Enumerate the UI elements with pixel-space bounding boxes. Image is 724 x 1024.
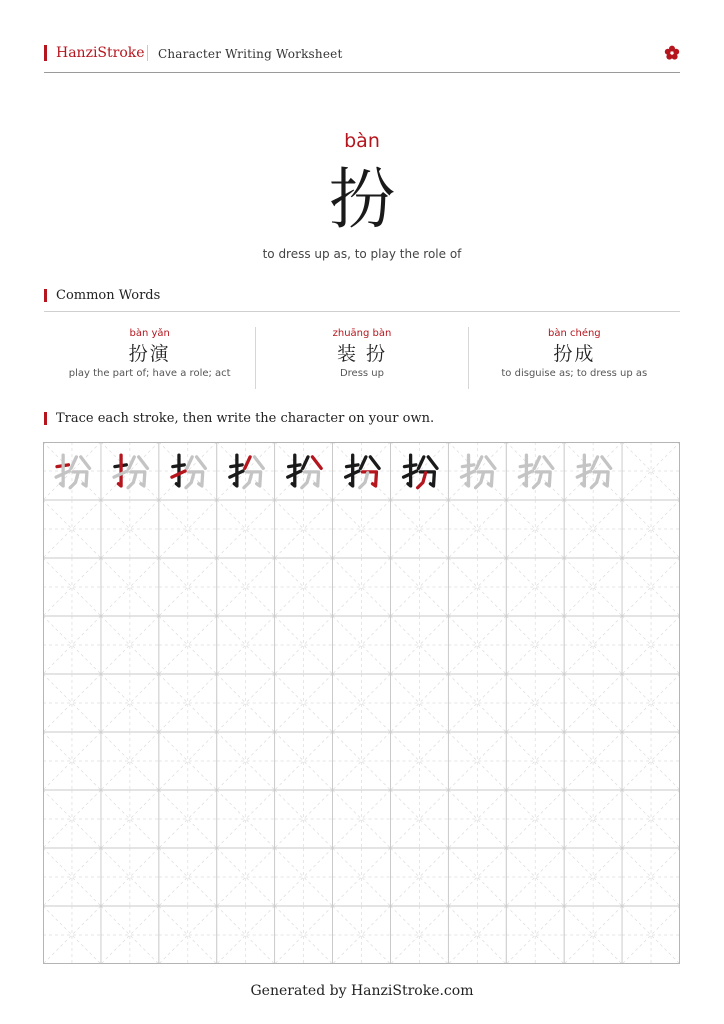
practice-cell[interactable] [43,674,101,732]
practice-grid [43,442,680,964]
practice-cell[interactable] [448,500,506,558]
character-hanzi: 扮 [329,161,395,238]
practice-cell[interactable] [333,790,391,848]
header-rule [44,72,680,73]
practice-cell[interactable] [159,906,217,964]
word-pinyin: bàn yǎn [129,328,170,339]
practice-cell[interactable] [101,674,159,732]
practice-cell[interactable] [101,558,159,616]
practice-cell[interactable] [333,558,391,616]
practice-cell[interactable] [159,674,217,732]
practice-cell[interactable] [101,616,159,674]
word-meaning: play the part of; have a role; act [68,368,231,379]
practice-cell[interactable] [43,732,101,790]
practice-cell[interactable] [622,906,680,964]
practice-cell[interactable] [217,848,275,906]
grid-guides [43,442,680,964]
practice-cell[interactable] [390,790,448,848]
practice-cell[interactable] [217,790,275,848]
practice-cell[interactable] [506,674,564,732]
practice-cell[interactable] [217,558,275,616]
practice-cell[interactable] [101,790,159,848]
practice-cell[interactable] [159,616,217,674]
practice-cell[interactable] [275,848,333,906]
practice-cell[interactable] [333,616,391,674]
practice-cell[interactable] [217,616,275,674]
practice-cell[interactable] [564,616,622,674]
practice-cell[interactable] [564,500,622,558]
word-card [255,327,467,389]
practice-cell[interactable] [448,848,506,906]
practice-cell[interactable] [43,790,101,848]
practice-cell[interactable] [275,500,333,558]
practice-cell[interactable] [101,732,159,790]
practice-cell[interactable] [506,790,564,848]
header-divider [147,45,148,61]
practice-cell[interactable] [333,674,391,732]
practice-cell[interactable] [622,558,680,616]
practice-cell[interactable] [159,848,217,906]
practice-cell[interactable] [622,848,680,906]
practice-cell[interactable] [622,732,680,790]
footer-credit: Generated by HanziStroke.com [250,983,474,999]
practice-cell[interactable] [217,906,275,964]
practice-cell[interactable] [101,848,159,906]
practice-cell[interactable] [564,732,622,790]
practice-cell[interactable] [333,848,391,906]
practice-cell[interactable] [506,848,564,906]
common-words-list [44,327,680,389]
practice-cell[interactable] [390,674,448,732]
section-accent-bar [44,412,47,425]
practice-cell[interactable] [217,674,275,732]
practice-cell[interactable] [448,732,506,790]
practice-cell[interactable] [622,442,680,500]
practice-cell[interactable] [390,500,448,558]
practice-cell[interactable] [333,906,391,964]
practice-cell[interactable] [448,558,506,616]
practice-cell[interactable] [275,616,333,674]
practice-cell[interactable] [506,906,564,964]
practice-cell[interactable] [43,616,101,674]
practice-cell[interactable] [390,732,448,790]
practice-cell[interactable] [564,674,622,732]
section-accent-bar [44,289,47,302]
common-words-title: Common Words [56,288,161,303]
practice-cell[interactable] [622,790,680,848]
word-hanzi: 扮演 [128,343,171,365]
practice-cell[interactable] [43,500,101,558]
practice-cell[interactable] [622,674,680,732]
practice-cell[interactable] [159,732,217,790]
practice-cell[interactable] [43,848,101,906]
practice-cell[interactable] [217,732,275,790]
practice-cell[interactable] [448,616,506,674]
word-meaning: Dress up [339,368,384,379]
practice-cell[interactable] [622,616,680,674]
header-accent-bar [44,45,47,61]
practice-cell[interactable] [506,558,564,616]
practice-cell[interactable] [333,732,391,790]
practice-cell[interactable] [506,500,564,558]
word-card [44,327,255,389]
practice-cell[interactable] [564,848,622,906]
practice-cell[interactable] [43,906,101,964]
character-meaning: to dress up as, to play the role of [262,247,462,261]
character-pinyin: bàn [344,130,380,152]
word-pinyin: zhuāng bàn [332,328,392,339]
practice-cell[interactable] [390,848,448,906]
practice-cell[interactable] [159,500,217,558]
practice-cell[interactable] [506,732,564,790]
practice-cell[interactable] [159,790,217,848]
page-header [44,44,680,64]
plum-blossom-icon [664,45,680,61]
word-card [468,327,680,389]
practice-cell[interactable] [275,790,333,848]
practice-instruction: Trace each stroke, then write the character on your own. [56,411,435,426]
worksheet-title: Character Writing Worksheet [158,47,343,61]
practice-cell[interactable] [43,558,101,616]
practice-cell[interactable] [390,616,448,674]
practice-cell[interactable] [564,558,622,616]
practice-cell[interactable] [333,500,391,558]
section-rule [44,311,680,312]
practice-cell[interactable] [275,732,333,790]
practice-cell[interactable] [622,500,680,558]
practice-cell[interactable] [390,906,448,964]
word-pinyin: bàn chéng [547,328,601,339]
practice-cell[interactable] [448,906,506,964]
practice-cell[interactable] [275,906,333,964]
word-meaning: to disguise as; to dress up as [501,368,648,379]
practice-cell[interactable] [564,790,622,848]
practice-cell[interactable] [101,906,159,964]
practice-cell[interactable] [275,674,333,732]
practice-cell[interactable] [448,674,506,732]
practice-cell[interactable] [217,500,275,558]
practice-cell[interactable] [506,616,564,674]
word-hanzi: 装 扮 [336,343,388,365]
practice-cell[interactable] [390,558,448,616]
word-hanzi: 扮成 [553,343,596,365]
practice-cell[interactable] [448,790,506,848]
practice-cell[interactable] [275,558,333,616]
practice-cell[interactable] [101,500,159,558]
brand-name: HanziStroke [56,45,145,61]
practice-cell[interactable] [564,906,622,964]
practice-cell[interactable] [159,558,217,616]
